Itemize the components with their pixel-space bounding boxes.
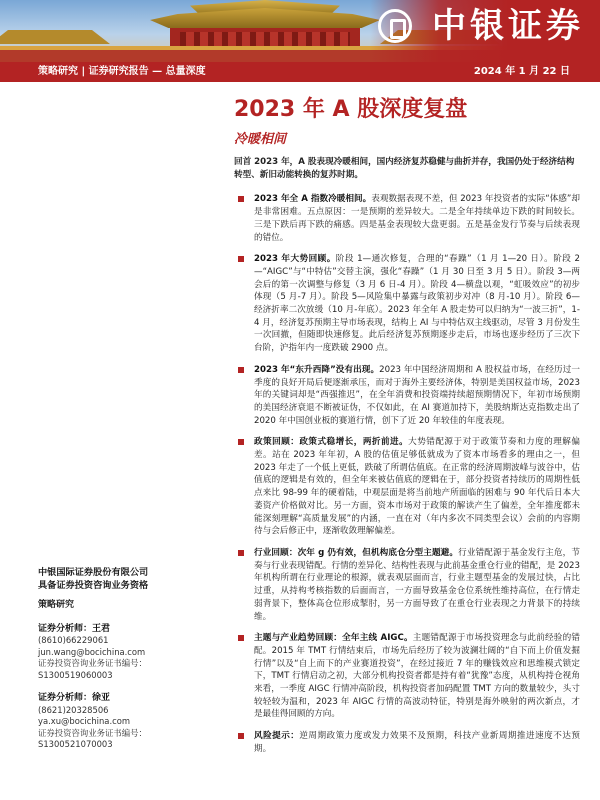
analyst-title: 证券分析师：徐亚 bbox=[38, 693, 111, 703]
bullet-square-icon bbox=[238, 635, 244, 641]
point-text: 主题错配源于市场投资理念与此前经验的错配。2015 年 TMT 行情结束后，市场先后经历了较为波澜壮阔的“自下而上价值发掘行情”以及“自上而下的产业赛道投资”，在经过接近 7 年的赚钱效应和思维模式锁定下，TMT 行情启动之初，大部分机构投资者都是持有着“犹豫”态度，从机构持仓视角来看，一季度 AIGC 行情冲高阶段，机构投资者加码配置 TMT 方向的数量较少，头寸较轻较为温和，2023 年 AIGC 行情的高波动特征，特别是海外映射的两次新点，才是最佳得回顾的方向。 bbox=[254, 633, 580, 720]
summary-point bbox=[234, 193, 580, 244]
analyst-phone: (8621)20328506 bbox=[38, 704, 109, 715]
lead-summary: 回首 2023 年，A 股表现冷暖相间，国内经济复苏稳健与曲折并存，我国仍处于经济结构转型、新旧动能转换的复苏时期。 bbox=[234, 157, 575, 180]
analyst-email[interactable]: ya.xu@bocichina.com bbox=[38, 716, 130, 726]
report-date: 2024 年 1 月 22 日 bbox=[473, 66, 570, 77]
bullet-square-icon bbox=[238, 733, 244, 739]
point-heading: 2023 年“东升西降”没有出现。 bbox=[254, 364, 380, 375]
analyst-email[interactable]: jun.wang@bocichina.com bbox=[38, 646, 146, 657]
sidebar bbox=[38, 566, 218, 751]
point-text: 行业错配源于基金发行主危，节奏与行业表现错配。行情的差异化、结构性表现与此前基金重仓行业的错配，是 2023 年机构所谓在行业理论的根源，就表观层面而言，行业主题型基金的发展过快，占比过重，从持构考核指数的后面而言，一方面导致基金仓位系统性维持高位，在行情走弱背景下，整体高仓位形成掣肘，另一方面导致了在重仓行业表现之力背景下的持续维。 bbox=[254, 547, 580, 622]
bullet-square-icon bbox=[238, 256, 244, 262]
point-heading: 主题与产业趋势回顾：全年主线 AIGC。 bbox=[254, 633, 413, 644]
risk-warning bbox=[234, 730, 580, 755]
summary-point bbox=[234, 364, 580, 428]
brand-logo-text: 中银证券 bbox=[432, 6, 584, 46]
point-heading: 2023 年全 A 指数冷暖相间。 bbox=[254, 194, 372, 205]
org-qualification: 具备证券投资咨询业务资格 bbox=[38, 580, 149, 591]
bullet-square-icon bbox=[238, 367, 244, 373]
summary-point bbox=[234, 547, 580, 623]
bullet-square-icon bbox=[238, 196, 244, 202]
info-bar bbox=[0, 62, 600, 82]
point-text: 逆周期政策力度或发力效果不及预期，科技产业新周期推进速度不达预期。 bbox=[254, 731, 580, 754]
analyst-phone: (8610)66229061 bbox=[38, 635, 109, 645]
point-text: 表观数据表现不差，但 2023 年投资者的实际“体感”却是非常困难。五点原因：一是预期的差异较大。二是全年持续单边下跌的时间较长。三是下跌后再下跌的痛感。四是基金表现较大盘更弱。五是基金发行节奏与后续表现的错位。 bbox=[254, 194, 580, 243]
point-heading: 2023 年大势回顾。 bbox=[254, 254, 336, 265]
point-text: 2023 年中国经济周期和 A 股权益市场，在经历过一季度的良好开局后便逐渐承压，而对于海外主要经济体，特别是美国权益市场，2023 年的关键词却是“西强推迟”，在全年消费和投资端持续超预期情况下，年初市场预期的美国经济衰退不断被证伪，不仅如此，在 AI 赛道加持下，美股纳斯达克指数走出了 2020 年中国创业板的赛道行情，创下了近 20 年较佳的年度表现。 bbox=[254, 364, 580, 426]
banner-roof-main bbox=[150, 8, 380, 28]
summary-point bbox=[234, 632, 580, 721]
analyst-block bbox=[38, 624, 218, 682]
brand-logo-area bbox=[370, 0, 600, 62]
analyst-block bbox=[38, 693, 218, 751]
report-subtitle: 冷暖相间 bbox=[234, 132, 287, 147]
point-heading: 政策回顾：政策式稳增长，两折前进。 bbox=[254, 437, 409, 448]
point-text: 大势错配源于对于政策节奏和力度的理解偏差。站在 2023 年年初，A 股的估值足够低就成为了资本市场看多的理由之一，但 2023 年走了一个低上更低，跌破了所谓估值底。在正常的经济周期波峰与波谷中，估值底的逻辑是有效的，但全年来被估值底的逻辑在于，部分投资者持续历的周期性低点来比 98-99 年的硬着陆，中观层面是将当前地产所面临的困难与 90 年代后日本大萎资产价格做对比。另一方面，资本市场对于政策的解读产生了偏差，全年推度都未能深刻理解“高质量发展”的内涵，一直在对（年内多次不同类型会议）会前的内容期待与会后修正中，逐渐收敛理解偏差。 bbox=[254, 437, 580, 537]
research-category: 策略研究 bbox=[38, 600, 75, 610]
bullet-square-icon bbox=[238, 550, 244, 556]
org-name: 中银国际证券股份有限公司 bbox=[38, 567, 149, 578]
point-heading: 风险提示： bbox=[254, 731, 300, 742]
report-title: 2023 年 A 股深度复盘 bbox=[234, 97, 468, 122]
report-category: 策略研究 | 证券研究报告 — 总量深度 bbox=[38, 66, 206, 77]
summary-point bbox=[234, 253, 580, 355]
analyst-cert: 证券投资咨询业务证书编号：S1300519060003 bbox=[38, 658, 147, 680]
summary-point bbox=[234, 436, 580, 538]
analyst-cert: 证券投资咨询业务证书编号：S1300521070003 bbox=[38, 727, 147, 749]
point-text: 阶段 1—通次修复，合理的“春躁”（1 月 1—20 日）。阶段 2—“AIGC”与“中特估”交替主演，强化“春躁”（1 月 30 日至 3 月 5 日）。阶段 3—两会后的第一次调整与修复（3 月 6 日-4 月）。阶段 4—横盘以观，“虹吸效应”的初步体现（5 月-7 月）。阶段 5—风险集中暴露与政策初步对冲（8 月-10 月）。阶段 6—经济折率二次放缓（10 月-年底）。2023 年全年 A 股走势可以归纳为“一波三折”，1-4 月，经济复苏预期主导市场表现，结构上 AI 与中特估双主线驱动，尽管 3 月份发生一次回撤，但随即快速修复。此后经济复苏预期逐步走后，市场也逐步经历了三次下台阶，沪指年内一度跌破 2900 点。 bbox=[254, 254, 580, 354]
report-body bbox=[234, 156, 580, 765]
bank-logo-icon bbox=[378, 9, 412, 43]
header-banner bbox=[0, 0, 600, 62]
point-heading: 行业回顾：次年 g 仍有效，但机构底仓分型主题避。 bbox=[254, 547, 459, 558]
bullet-square-icon bbox=[238, 439, 244, 445]
analyst-title: 证券分析师：王君 bbox=[38, 623, 111, 634]
banner-roof-left bbox=[0, 30, 110, 44]
